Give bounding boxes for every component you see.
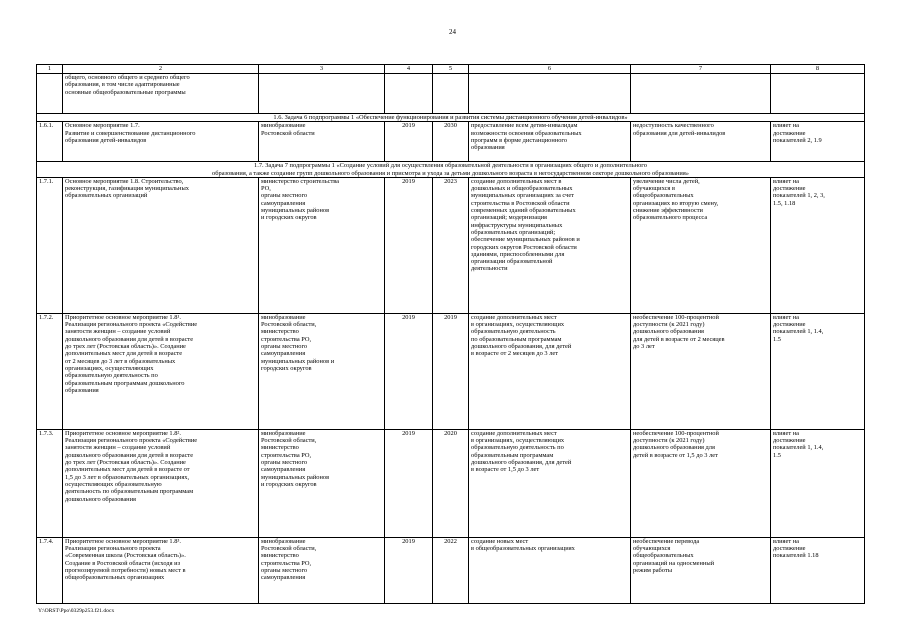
start-year: 2019 — [385, 313, 433, 429]
indicator-link: влияет на достижение показателей 1, 1.4, 1.5 — [771, 429, 865, 537]
end-year: 2022 — [433, 537, 469, 603]
expected-result: создание дополнительных мест в организациях, осуществляющих образовательную деятельность по образовательным программам дошкольного образования, для детей в возрасте от 1,5 до 3 лет — [469, 429, 631, 537]
expected-result: создание дополнительных мест в дошкольных и общеобразовательных муниципальных организациях за счет строительства в Ростовской области современных зданий образовательных организаций; модернизация инфраструктуры муниципальных образовательных организаций; обеспечение муниципальных районов и городских округов Ростовской области зданиями, приспособленными для организации образовательной деятельности — [469, 177, 631, 313]
start-year: 2019 — [385, 537, 433, 603]
start-year: 2019 — [385, 429, 433, 537]
indicator-link: влияет на достижение показателей 2, 1.9 — [771, 122, 865, 162]
table-row — [37, 429, 865, 537]
row-number: 1.7.3. — [37, 429, 63, 537]
end-year: 2023 — [433, 177, 469, 313]
header-cell: 7 — [631, 65, 771, 74]
row-number: 1.6.1. — [37, 122, 63, 162]
task-7-row — [37, 162, 865, 178]
row-number: 1.7.2. — [37, 313, 63, 429]
end-year: 2020 — [433, 429, 469, 537]
non-implementation-consequence: необеспечение 100-процентной доступности (к 2021 году) дошкольного образования для детей в возрасте от 1,5 до 3 лет — [631, 429, 771, 537]
measure-name: Приоритетное основное мероприятие 1.8². Реализация регионального проекта «Содействие занятости женщин – создание условий дошкольного образования для детей в возрасте до трех лет (Ростовская область)». Создание дополнительных мест для детей в возрасте от 1,5 до 3 лет в образовательных организациях, осуществляющих образовательную деятельность по образовательным программам дошкольного образования — [63, 429, 259, 537]
measure-name: Основное мероприятие 1.7. Развитие и совершенствование дистанционного образования детей-инвалидов — [63, 122, 259, 162]
task-7-heading: 1.7. Задача 7 подпрограммы 1 «Создание условий для осуществления образовательной деятельности в организациях общего и дополнительного образования, а также создание групп дошкольного образования и присмотра и ухода за детьми дошкольного возраста в негосударственном секторе дошкольного образования» — [37, 162, 865, 178]
page-number: 24 — [449, 28, 456, 36]
non-implementation-consequence: недоступность качественного образования для детей-инвалидов — [631, 122, 771, 162]
executor: министерство строительства РО, органы местного самоуправления муниципальных районов и городских округов — [259, 177, 385, 313]
table-row — [37, 177, 865, 313]
header-cell: 6 — [469, 65, 631, 74]
file-path-footer: Y:\ORST\Ppo\0329p253.f21.docx — [38, 608, 115, 614]
row-number: 1.7.1. — [37, 177, 63, 313]
header-cell: 2 — [63, 65, 259, 74]
table-row — [37, 313, 865, 429]
measure-name: Приоритетное основное мероприятие 1.8¹. Реализация регионального проекта «Содействие занятости женщин – создание условий дошкольного образования для детей в возрасте до трех лет (Ростовская область)». Создание дополнительных мест для детей в возрасте от 2 месяцев до 3 лет в образовательных организациях, осуществляющих образовательную деятельность по образовательным программам дошкольного образования — [63, 313, 259, 429]
executor: минобразование Ростовской области — [259, 122, 385, 162]
executor: минобразование Ростовской области, министерство строительства РО, органы местного самоуправления муниципальных районов и городских округов — [259, 313, 385, 429]
continuation-row — [37, 74, 865, 114]
measures-table — [36, 64, 865, 604]
expected-result: создание новых мест в общеобразовательных организациях — [469, 537, 631, 603]
non-implementation-consequence: необеспечение перевода обучающихся общеобразовательных организаций на односменный режим работы — [631, 537, 771, 603]
indicator-link: влияет на достижение показателей 1, 2, 3, 1.5, 1.18 — [771, 177, 865, 313]
header-cell: 1 — [37, 65, 63, 74]
indicator-link: влияет на достижение показателей 1, 1.4, 1.5 — [771, 313, 865, 429]
row-number: 1.7.4. — [37, 537, 63, 603]
header-cell: 5 — [433, 65, 469, 74]
header-cell: 3 — [259, 65, 385, 74]
continuation-text: общего, основного общего и среднего общего образования, в том числе адаптированные основные общеобразовательные программы — [63, 74, 259, 114]
expected-result: предоставление всем детям-инвалидам возможности освоения образовательных программ в форме дистанционного образования — [469, 122, 631, 162]
column-number-row — [37, 65, 865, 74]
measure-name: Основное мероприятие 1.8. Строительство, реконструкция, газификация муниципальных образовательных организаций — [63, 177, 259, 313]
table-row — [37, 537, 865, 603]
end-year: 2030 — [433, 122, 469, 162]
indicator-link: влияет на достижение показателей 1.18 — [771, 537, 865, 603]
header-cell: 8 — [771, 65, 865, 74]
executor: минобразование Ростовской области, министерство строительства РО, органы местного самоуправления муниципальных районов и городских округов — [259, 429, 385, 537]
start-year: 2019 — [385, 177, 433, 313]
start-year: 2019 — [385, 122, 433, 162]
task-6-row — [37, 114, 865, 122]
non-implementation-consequence: необеспечение 100-процентной доступности (к 2021 году) дошкольного образования для детей в возрасте от 2 месяцев до 3 лет — [631, 313, 771, 429]
table-row — [37, 122, 865, 162]
expected-result: создание дополнительных мест в организациях, осуществляющих образовательную деятельность по образовательным программам дошкольного образования, для детей в возрасте от 2 месяцев до 3 лет — [469, 313, 631, 429]
task-6-heading: 1.6. Задача 6 подпрограммы 1 «Обеспечение функционирования и развития системы дистанционного обучения детей-инвалидов» — [37, 114, 865, 122]
measure-name: Приоритетное основное мероприятие 1.8³. Реализация регионального проекта «Современная школа (Ростовская область)». Создание в Ростовской области (исходя из прогнозируемой потребности) новых мест в общеобразовательных организациях — [63, 537, 259, 603]
executor: минобразование Ростовской области, министерство строительства РО, органы местного самоуправления — [259, 537, 385, 603]
header-cell: 4 — [385, 65, 433, 74]
non-implementation-consequence: увеличение числа детей, обучающихся в общеобразовательных организациях во вторую смену, снижение эффективности образовательного процесса — [631, 177, 771, 313]
end-year: 2019 — [433, 313, 469, 429]
